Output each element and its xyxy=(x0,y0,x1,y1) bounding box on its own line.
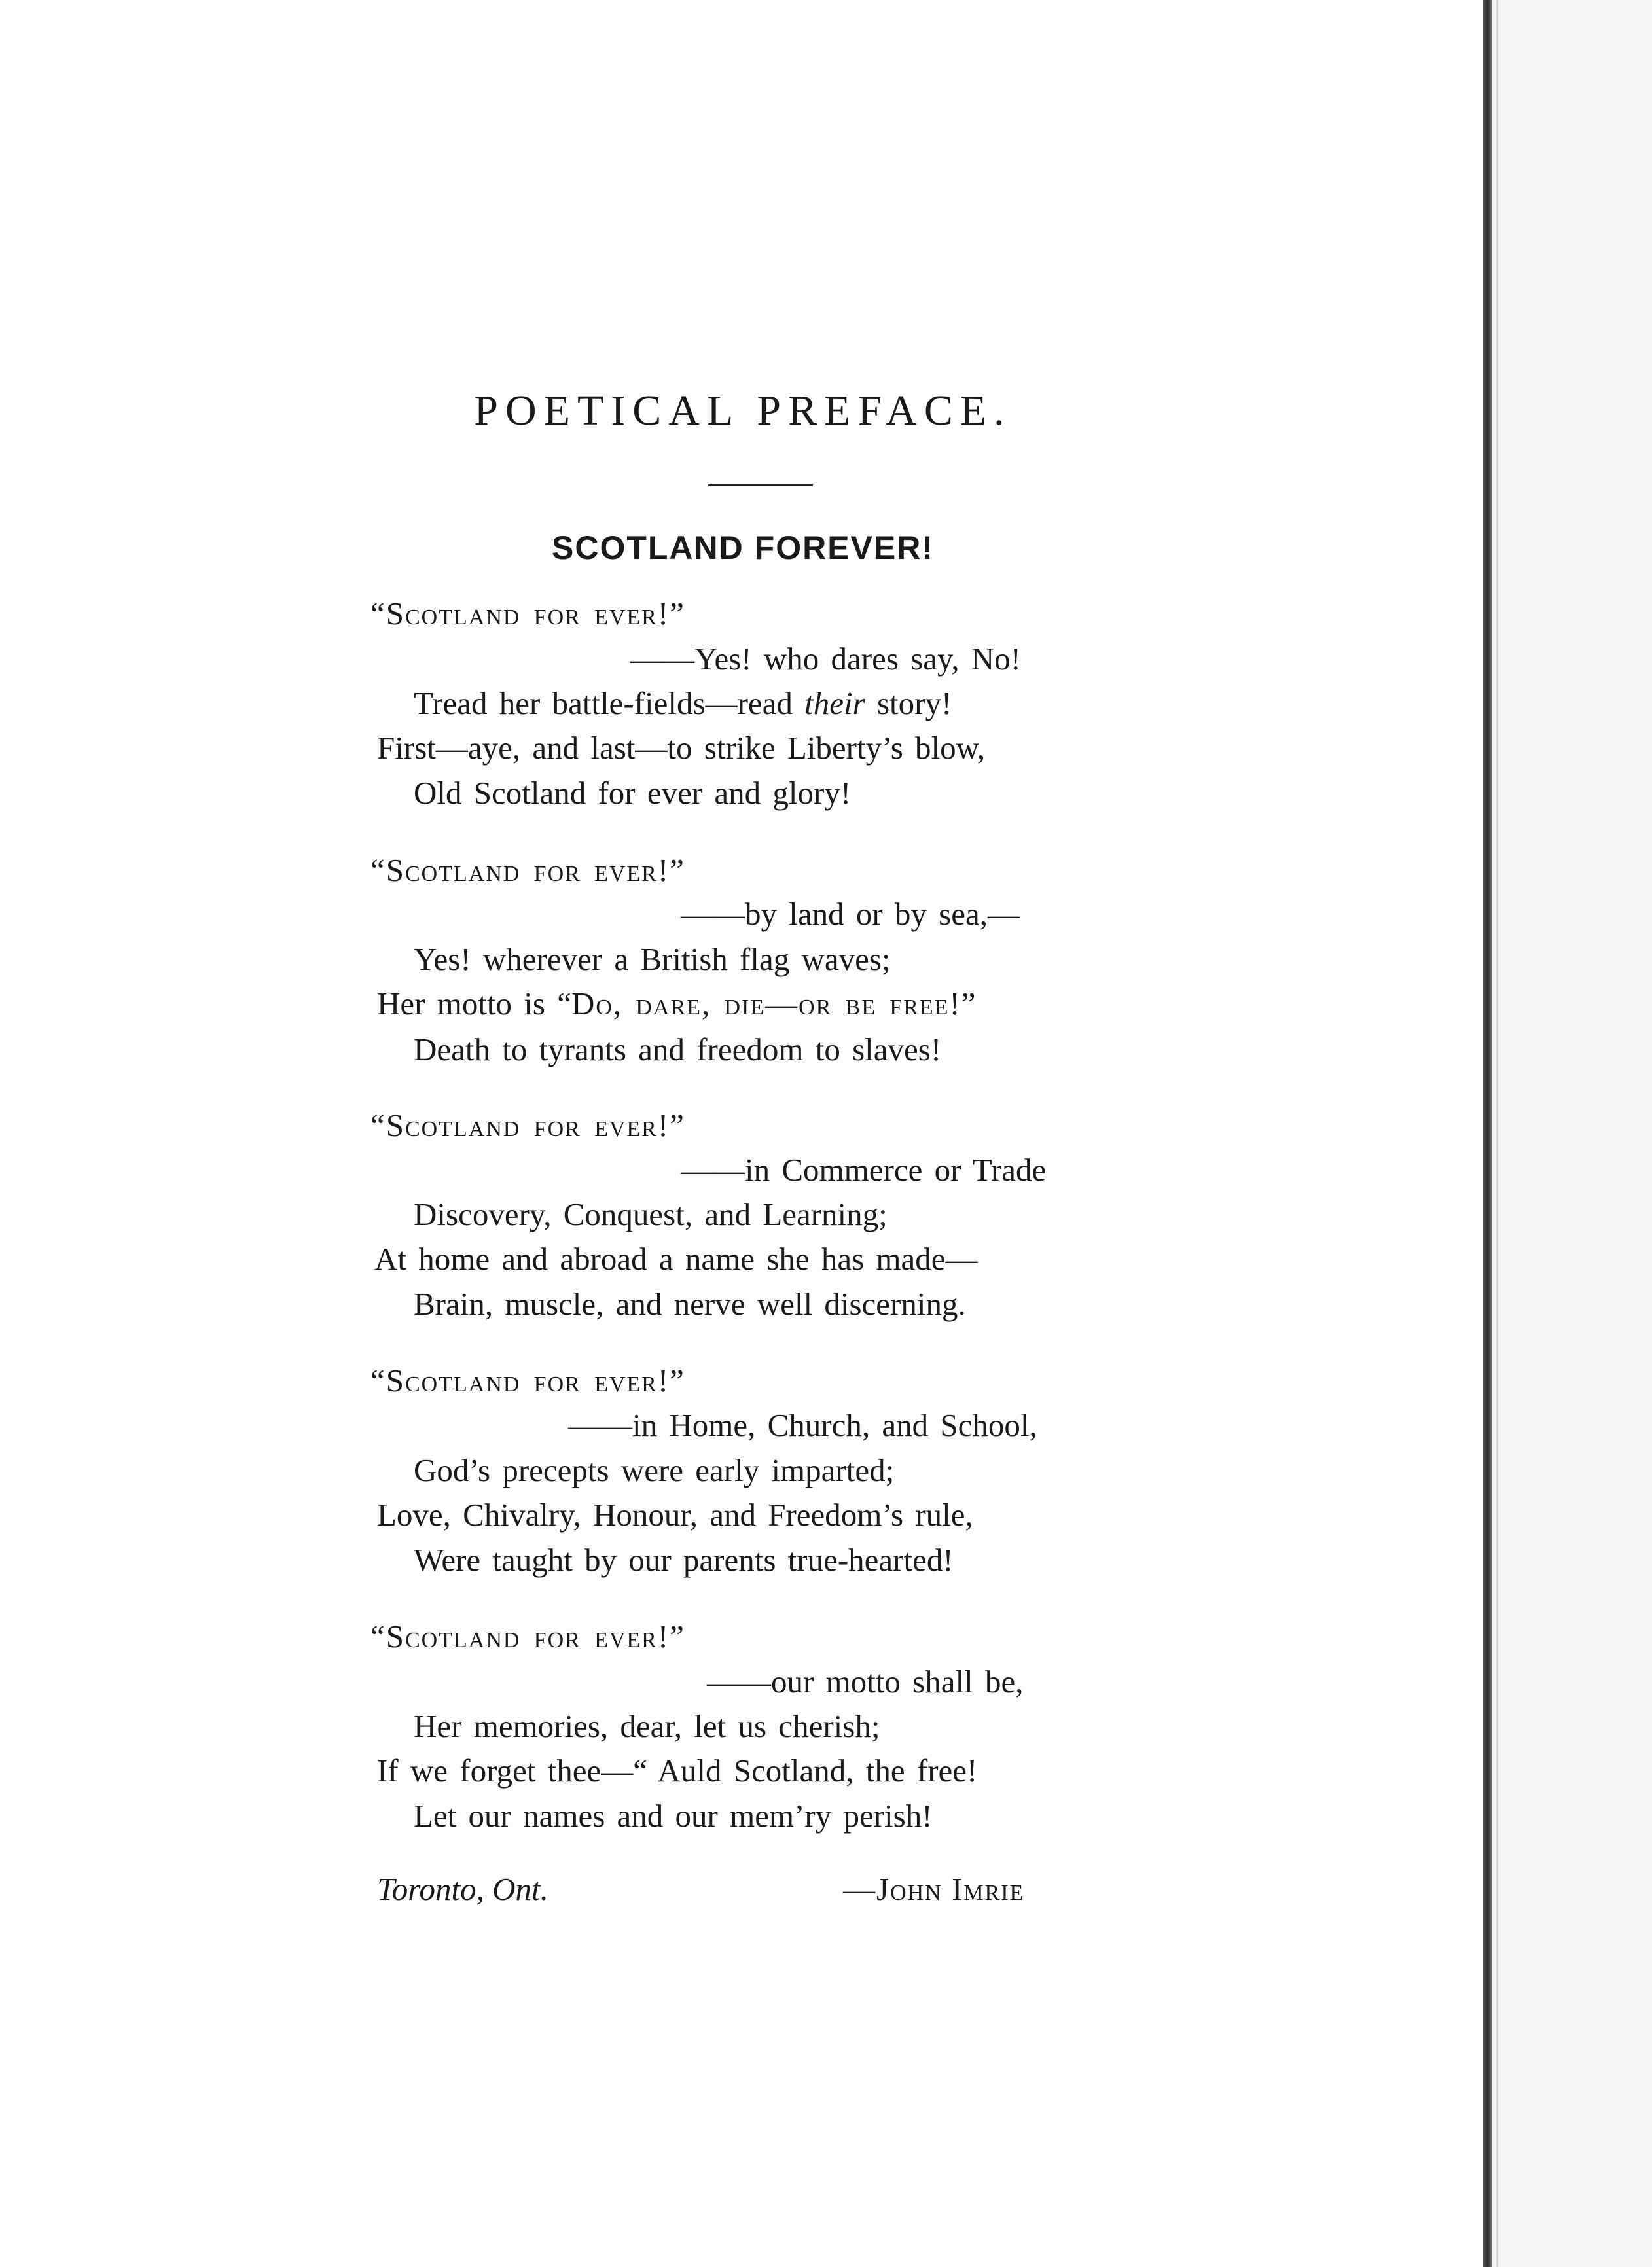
stanza-1-line-2 xyxy=(414,684,952,723)
stanza-1-line-4: Old Scotland for ever and glory! xyxy=(414,775,852,811)
stanza-4-response: ——in Home, Church, and School, xyxy=(568,1407,1037,1443)
stanza-1-refrain: “Scotland for ever!” xyxy=(370,596,685,632)
stanza-5-line-4: Let our names and our mem’ry perish! xyxy=(414,1798,933,1834)
stanza-2-line-2: Yes! wherever a British flag waves; xyxy=(414,941,891,977)
stanza-3-refrain: “Scotland for ever!” xyxy=(370,1107,685,1143)
page-edge-shadow xyxy=(1483,0,1492,2267)
signature-place: Toronto, Ont. xyxy=(377,1871,548,1907)
facing-page xyxy=(1492,0,1652,2267)
poem-title: SCOTLAND FOREVER! xyxy=(552,529,934,566)
stanza-5-refrain: “Scotland for ever!” xyxy=(370,1618,685,1654)
stanza-1-line-2-part-a: Tread her battle-fields—read xyxy=(414,685,805,721)
title-divider xyxy=(708,484,813,486)
stanza-4-line-3: Love, Chivalry, Honour, and Freedom’s rule, xyxy=(377,1497,973,1533)
stanza-4-line-4: Were taught by our parents true-hearted! xyxy=(414,1542,954,1578)
stanza-2-response: ——by land or by sea,— xyxy=(681,896,1020,932)
facing-page-edge xyxy=(1496,0,1498,2267)
stanza-2-line-3 xyxy=(377,984,976,1024)
signature-author: —John Imrie xyxy=(843,1871,1025,1907)
stanza-3-line-3: At home and abroad a name she has made— xyxy=(374,1241,978,1277)
stanza-2-motto: Do, dare, die—or be free! xyxy=(571,986,961,1022)
stanza-4-refrain: “Scotland for ever!” xyxy=(370,1363,685,1399)
page-title: POETICAL PREFACE. xyxy=(474,387,1012,435)
stanza-3-line-2: Discovery, Conquest, and Learning; xyxy=(414,1196,888,1232)
stanza-1-line-2-emphasis: their xyxy=(804,685,865,721)
stanza-4-line-2: God’s precepts were early imparted; xyxy=(414,1452,895,1488)
stanza-3-response: ——in Commerce or Trade xyxy=(681,1152,1047,1188)
stanza-5-line-2: Her memories, dear, let us cherish; xyxy=(414,1708,880,1744)
stanza-2-line-4: Death to tyrants and freedom to slaves! xyxy=(414,1031,942,1067)
stanza-5-line-3: If we forget thee—“ Auld Scotland, the free! xyxy=(377,1753,978,1789)
stanza-2-line-3-part-a: Her motto is “ xyxy=(377,986,571,1022)
stanza-2-line-3-part-b: ” xyxy=(961,986,976,1022)
stanza-2-refrain: “Scotland for ever!” xyxy=(370,852,685,888)
stanza-1-response: ——Yes! who dares say, No! xyxy=(630,641,1021,677)
stanza-3-line-4: Brain, muscle, and nerve well discerning. xyxy=(414,1286,966,1322)
stanza-1-line-2-part-b: story! xyxy=(865,685,952,721)
stanza-5-response: ——our motto shall be, xyxy=(707,1664,1024,1700)
stanza-1-line-3: First—aye, and last—to strike Liberty’s blow, xyxy=(377,730,986,766)
